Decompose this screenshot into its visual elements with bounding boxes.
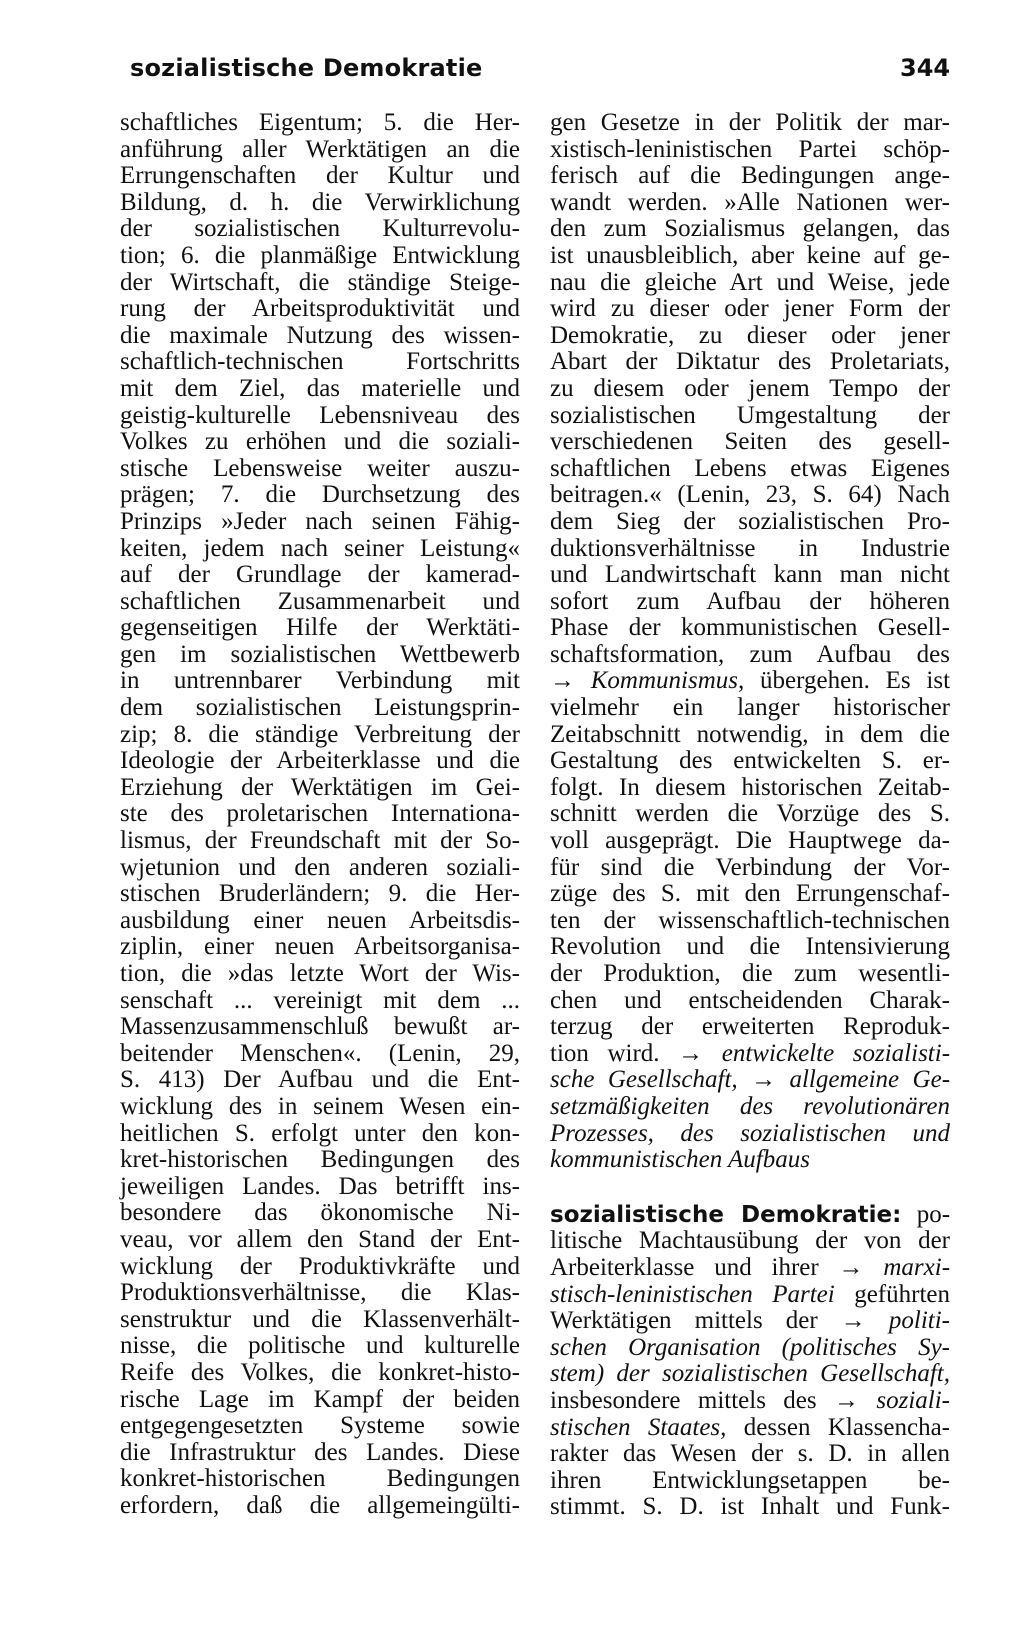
text-line: die Infrastruktur des Landes. Diese: [120, 1438, 520, 1466]
text-line: nau die gleiche Art und Weise, jede: [550, 268, 950, 296]
crossref-line[interactable]: setzmäßigkeiten des revolutionären: [550, 1092, 950, 1120]
text-line: auf der Grundlage der kamerad-: [120, 561, 520, 589]
text-line: schaftlichen Lebens etwas Eigenes: [550, 454, 950, 482]
arrow-icon: →: [838, 1253, 864, 1281]
text-line: rische Lage im Kampf der beiden: [120, 1385, 520, 1413]
arrow-icon: →: [751, 1066, 777, 1094]
line-text: Arbeiterklasse und ihrer: [550, 1253, 819, 1281]
text-line: Errungenschaften der Kultur und: [120, 162, 520, 190]
text-line: der Wirtschaft, die ständige Steige-: [120, 268, 520, 296]
text-line: schaftliches Eigentum; 5. die Her-: [120, 109, 520, 136]
text-line: erfordern, daß die allgemeingülti-: [120, 1491, 520, 1519]
text-line: vielmehr ein langer historischer: [550, 694, 950, 722]
text-line: geistig-kulturelle Lebensniveau des: [120, 401, 520, 429]
text-line: jeweiligen Landes. Das betrifft ins-: [120, 1172, 520, 1200]
text-line: gegenseitigen Hilfe der Werktäti-: [120, 614, 520, 642]
text-line: verschiedenen Seiten des gesell-: [550, 428, 950, 456]
text-line: sozialistischen Umgestaltung der: [550, 401, 950, 429]
text-line: Reife des Volkes, die konkret-histo-: [120, 1358, 520, 1386]
crossref-line[interactable]: stem) der sozialistischen Gesellschaft,: [550, 1360, 950, 1388]
page-number: 344: [900, 54, 951, 82]
line-tail: übergehen. Es ist: [760, 667, 951, 695]
text-line: veau, vor allem den Stand der Ent-: [120, 1225, 520, 1253]
text-line: mit dem Ziel, das materielle und: [120, 374, 520, 402]
text-line: voll ausgeprägt. Die Hauptwege da-: [550, 827, 950, 855]
text-line: schaftsformation, zum Aufbau des: [550, 640, 950, 668]
crossref-kommunismus[interactable]: Kommunismus,: [590, 667, 745, 695]
text-line: stimmt. S. D. ist Inhalt und Funk-: [550, 1493, 950, 1521]
arrow-icon: →: [834, 1386, 860, 1414]
text-line: senstruktur und die Klassenverhält-: [120, 1305, 520, 1333]
line-tail: geführten: [854, 1280, 950, 1308]
entry-first-line: [550, 1202, 950, 1229]
text-line: heitlichen S. erfolgt unter den kon-: [120, 1119, 520, 1147]
text-line: für sind die Verbindung der Vor-: [550, 853, 950, 881]
left-column: [120, 110, 520, 1519]
crossref-line[interactable]: Prozesses, des sozialistischen und: [550, 1119, 950, 1147]
text-line: chen und entscheidenden Charak-: [550, 986, 950, 1014]
text-line: ferisch auf die Bedingungen ange-: [550, 162, 950, 190]
text-line: litische Machtausübung der von der: [550, 1227, 950, 1255]
text-line: schaftlichen Zusammenarbeit und: [120, 587, 520, 615]
text-line: Zeitabschnitt notwendig, in dem die: [550, 720, 950, 748]
crossref-partei[interactable]: marxi-: [883, 1253, 951, 1281]
line-tail: po-: [916, 1200, 951, 1228]
text-line: anführung aller Werktätigen an die: [120, 135, 520, 163]
text-line: ihren Entwicklungsetappen be-: [550, 1466, 950, 1494]
text-line: den zum Sozialismus gelangen, das: [550, 215, 950, 243]
text-line: Gestaltung des entwickelten S. er-: [550, 747, 950, 775]
text-line-crossref: [550, 1282, 950, 1309]
crossref-line[interactable]: schen Organisation (politisches Sy-: [550, 1333, 950, 1361]
text-line: sofort zum Aufbau der höheren: [550, 587, 950, 615]
text-line: schnitt werden die Vorzüge des S.: [550, 800, 950, 828]
text-line: konkret-historischen Bedingungen: [120, 1465, 520, 1493]
text-line-crossref: [550, 1067, 950, 1094]
text-line-crossref: [550, 1255, 950, 1282]
text-line: ste des proletarischen Internationa-: [120, 800, 520, 828]
text-line: Revolution und die Intensivierung: [550, 933, 950, 961]
text-line: schaftlich-technischen Fortschritts: [120, 348, 520, 376]
crossref-line[interactable]: kommunistischen Aufbaus: [550, 1146, 810, 1174]
text-line: die maximale Nutzung des wissen-: [120, 321, 520, 349]
entry-headword: sozialistische Demokratie:: [550, 1201, 902, 1228]
text-line: beitender Menschen«. (Lenin, 29,: [120, 1039, 520, 1067]
text-line: Erziehung der Werktätigen im Gei-: [120, 773, 520, 801]
crossref-sozialistischer-staat[interactable]: soziali-: [876, 1386, 951, 1414]
text-line: dem Sieg der sozialistischen Pro-: [550, 507, 950, 535]
text-line: zip; 8. die ständige Verbreitung der: [120, 720, 520, 748]
text-line: duktionsverhältnisse in Industrie: [550, 534, 950, 562]
text-line-crossref: [550, 668, 950, 695]
text-line: ten der wissenschaftlich-technischen: [550, 906, 950, 934]
text-line: stische Lebensweise weiter auszu-: [120, 454, 520, 482]
text-line: folgt. In diesem historischen Zeitab-: [550, 773, 950, 801]
text-line: wird zu dieser oder jener Form der: [550, 295, 950, 323]
text-line: ausbildung einer neuen Arbeitsdis-: [120, 906, 520, 934]
line-text: tion wird.: [550, 1039, 660, 1067]
arrow-icon: →: [840, 1307, 866, 1335]
text-line: dem sozialistischen Leistungsprin-: [120, 694, 520, 722]
text-line: S. 413) Der Aufbau und die Ent-: [120, 1066, 520, 1094]
text-line: tion, die »das letzte Wort der Wis-: [120, 960, 520, 987]
line-text: Werktätigen mittels der: [550, 1307, 818, 1335]
text-line: Ideologie der Arbeiterklasse und die: [120, 747, 520, 775]
line-text: insbesondere mittels des: [550, 1386, 817, 1414]
text-line: gen im sozialistischen Wettbewerb: [120, 640, 520, 668]
text-line: in untrennbarer Verbindung mit: [120, 667, 520, 695]
text-line: Bildung, d. h. die Verwirklichung: [120, 188, 520, 216]
text-line: rakter das Wesen der s. D. in allen: [550, 1440, 950, 1468]
text-line: wicklung der Produktivkräfte und: [120, 1252, 520, 1280]
text-line: der sozialistischen Kulturrevolu-: [120, 215, 520, 243]
text-line: tion; 6. die planmäßige Entwicklung: [120, 241, 520, 269]
text-line: und Landwirtschaft kann man nicht: [550, 561, 950, 589]
crossref-entwickelte-gesellschaft[interactable]: entwickelte sozialisti-: [721, 1039, 951, 1067]
crossref-politische-organisation[interactable]: politi-: [888, 1307, 950, 1335]
text-line: nisse, die politische und kulturelle: [120, 1332, 520, 1360]
crossref-entwickelte-gesellschaft-cont[interactable]: sche Gesellschaft,: [550, 1066, 738, 1094]
text-line: Demokratie, zu dieser oder jener: [550, 321, 950, 349]
text-line-crossref: [550, 1308, 950, 1335]
text-line: Abart der Diktatur des Proletariats,: [550, 348, 950, 376]
running-head: sozialistische Demokratie: [130, 54, 483, 82]
text-line: Massenzusammenschluß bewußt ar-: [120, 1013, 520, 1041]
text-line: entgegengesetzten Systeme sowie: [120, 1412, 520, 1440]
text-line: wjetunion und den anderen soziali-: [120, 853, 520, 881]
text-line: ist unausbleiblich, aber keine auf ge-: [550, 241, 950, 269]
text-line: senschaft ... vereinigt mit dem ...: [120, 986, 520, 1014]
text-line: ziplin, einer neuen Arbeitsorganisa-: [120, 933, 520, 961]
crossref-sozialistischer-staat-cont[interactable]: stischen Staates,: [550, 1413, 727, 1441]
text-line: wandt werden. »Alle Nationen wer-: [550, 188, 950, 216]
text-line: Prinzips »Jeder nach seinen Fähig-: [120, 507, 520, 535]
text-line-crossref: [550, 1041, 950, 1068]
text-line: besondere das ökonomische Ni-: [120, 1199, 520, 1227]
text-line-crossref: [550, 1415, 950, 1442]
text-line: gen Gesetze in der Politik der mar-: [550, 109, 950, 136]
line-tail: dessen Klassencha-: [743, 1413, 951, 1441]
text-line: Phase der kommunistischen Gesell-: [550, 614, 950, 642]
arrow-icon: →: [550, 667, 575, 695]
text-line: stischen Bruderländern; 9. die Her-: [120, 880, 520, 908]
text-line: kret-historischen Bedingungen des: [120, 1146, 520, 1174]
text-line: Produktionsverhältnisse, die Klas-: [120, 1279, 520, 1307]
text-line: rung der Arbeitsproduktivität und: [120, 295, 520, 323]
arrow-icon: →: [678, 1039, 704, 1067]
text-line: wicklung des in seinem Wesen ein-: [120, 1092, 520, 1120]
text-line-crossref: [550, 1388, 950, 1415]
text-line: lismus, der Freundschaft mit der So-: [120, 827, 520, 855]
text-line: beitragen.« (Lenin, 23, S. 64) Nach: [550, 481, 950, 509]
crossref-allgemeine-gesetzmaessigkeiten[interactable]: allgemeine Ge-: [789, 1066, 951, 1094]
crossref-partei-cont[interactable]: stisch-leninistischen Partei: [550, 1280, 835, 1308]
text-line: der Produktion, die zum wesentli-: [550, 960, 950, 987]
text-line: terzug der erweiterten Reproduk-: [550, 1013, 950, 1041]
text-line: Volkes zu erhöhen und die soziali-: [120, 428, 520, 456]
text-line: prägen; 7. die Durchsetzung des: [120, 481, 520, 509]
text-line: keiten, jedem nach seiner Leistung«: [120, 534, 520, 562]
text-line: xistisch-leninistischen Partei schöp-: [550, 135, 950, 163]
text-line: zu diesem oder jenem Tempo der: [550, 374, 950, 402]
text-line: züge des S. mit den Errungenschaf-: [550, 880, 950, 908]
right-column: [550, 110, 950, 1521]
